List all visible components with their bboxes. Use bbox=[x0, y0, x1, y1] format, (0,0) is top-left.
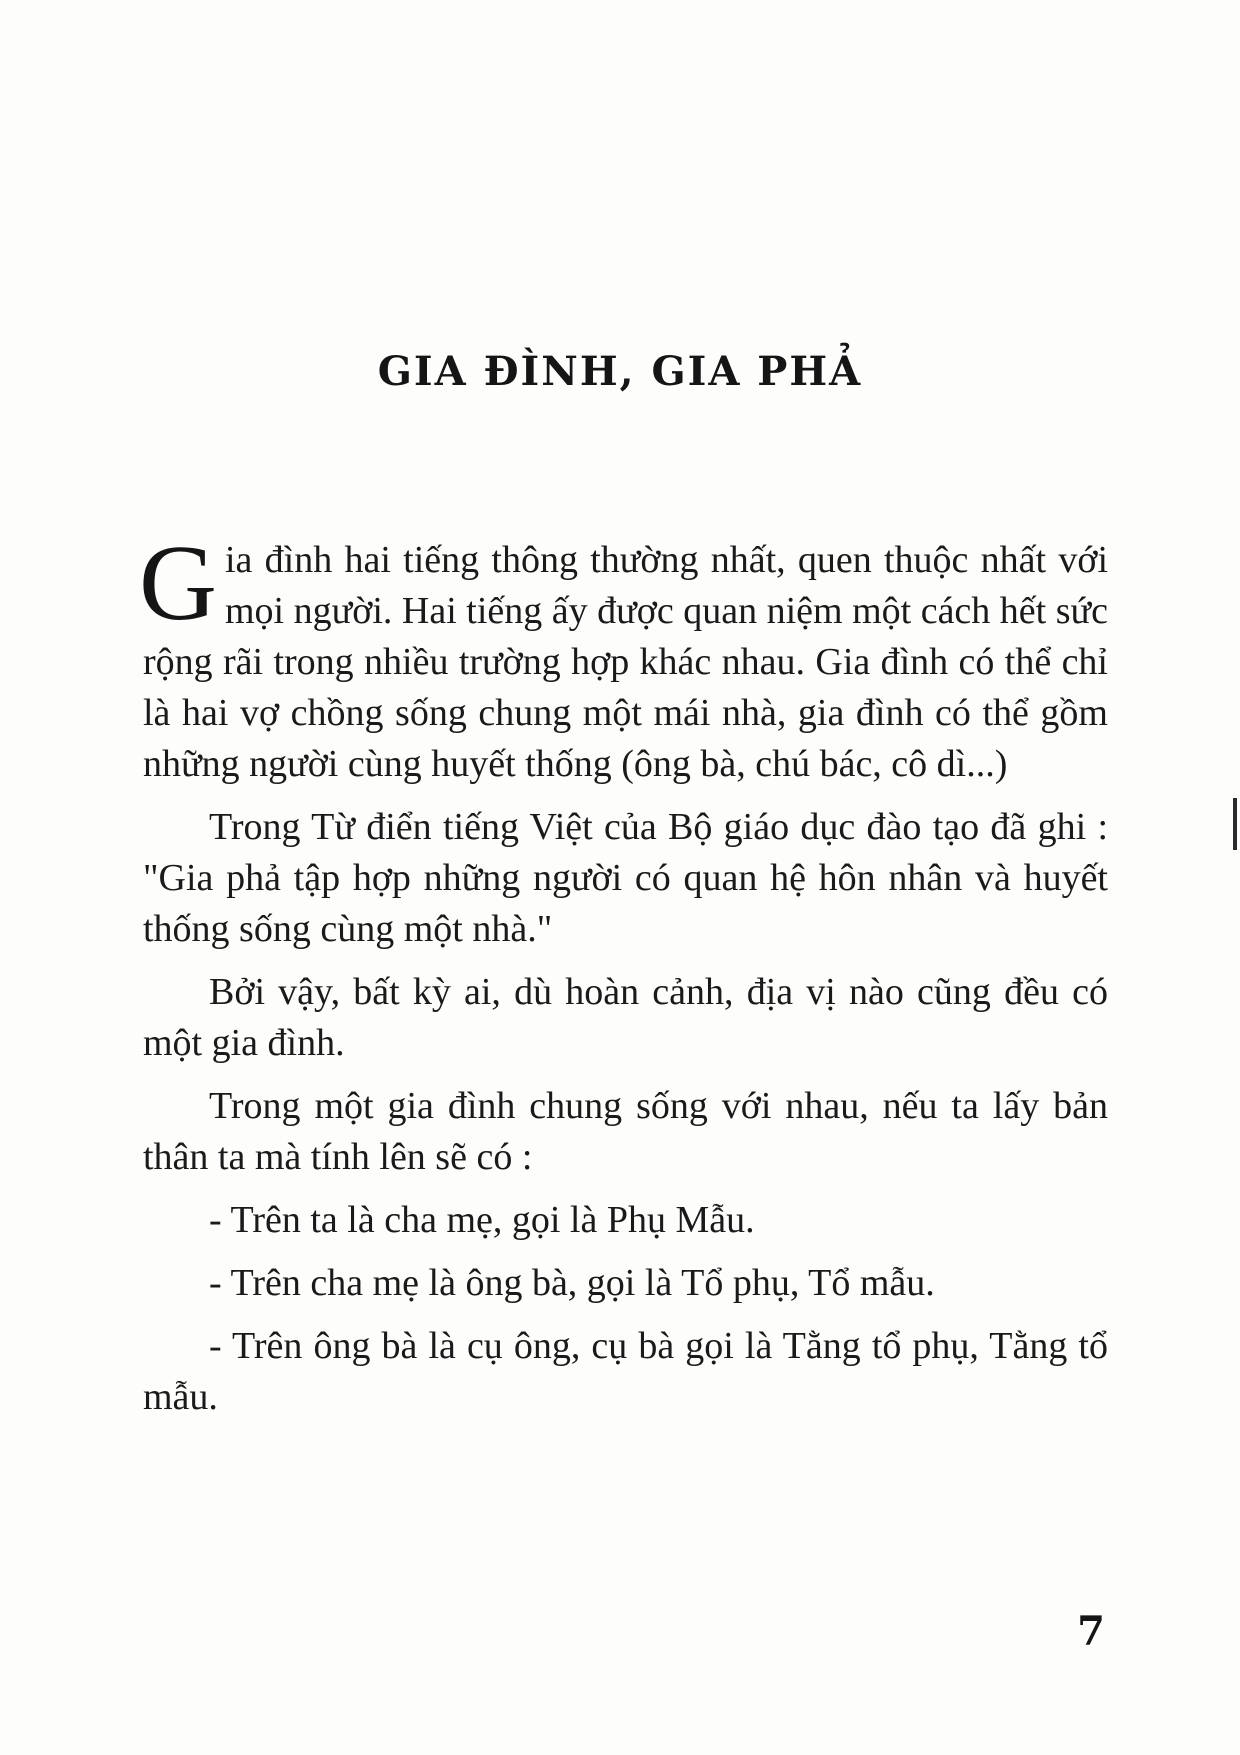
list-item-1: - Trên ta là cha mẹ, gọi là Phụ Mẫu. bbox=[209, 1199, 755, 1241]
paragraph-4: Trong một gia đình chung sống với nhau, nếu ta lấy bản thân ta mà tính lên sẽ có : bbox=[143, 1085, 1108, 1178]
paragraph-1-text: ia đình hai tiếng thông thường nhất, quen thuộc nhất với mọi người. Hai tiếng ấy được quan niệm một cách hết sức rộng rãi trong nhiều trường hợp khác nhau. Gia đình có thể chỉ là hai vợ chồng sống chung một mái nhà, gia đình có thể gồm những người cùng huyết thống (ông bà, chú bác, cô dì...) bbox=[143, 539, 1108, 785]
paragraph-1 bbox=[139, 524, 1108, 790]
list-item-3: - Trên ông bà là cụ ông, cụ bà gọi là Tằng tổ phụ, Tằng tổ mẫu. bbox=[143, 1325, 1108, 1418]
paragraph-3: Bởi vậy, bất kỳ ai, dù hoàn cảnh, địa vị nào cũng đều có một gia đình. bbox=[143, 971, 1108, 1064]
scan-edge-mark bbox=[1233, 798, 1237, 850]
list-item-2: - Trên cha mẹ là ông bà, gọi là Tổ phụ, Tổ mẫu. bbox=[209, 1262, 935, 1304]
page-number: 7 bbox=[1077, 1608, 1105, 1655]
chapter-title: GIA ĐÌNH, GIA PHẢ bbox=[377, 348, 863, 395]
paragraph-2: Trong Từ điển tiếng Việt của Bộ giáo dục đào tạo đã ghi : "Gia phả tập hợp những người có quan hệ hôn nhân và huyết thống sống cùng một nhà." bbox=[143, 806, 1108, 950]
body-text bbox=[139, 524, 1108, 1435]
drop-cap: G bbox=[139, 524, 217, 643]
